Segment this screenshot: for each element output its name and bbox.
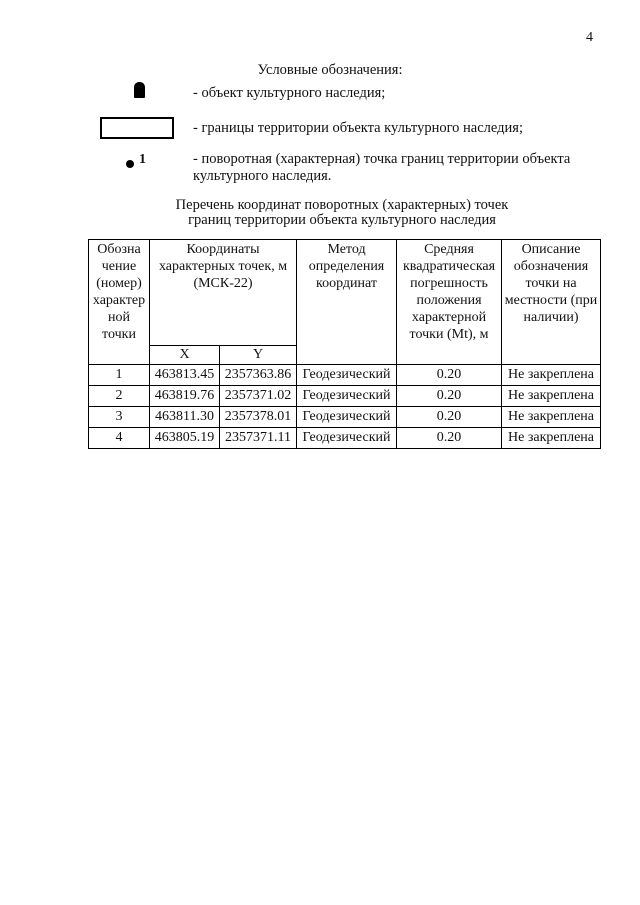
list-title-line-1: Перечень координат поворотных (характерных) точек: [175, 197, 509, 213]
cell-y: 2357371.02: [220, 386, 297, 407]
point-symbol-label: 1: [139, 152, 146, 167]
cell-y: 2357378.01: [220, 407, 297, 428]
header-description: Описание обозначения точки на местности (при наличии): [502, 240, 601, 365]
cell-point: 2: [89, 386, 150, 407]
cell-x: 463805.19: [150, 428, 220, 449]
cell-description: Не закреплена: [502, 428, 601, 449]
rectangle-outline-icon: [100, 117, 174, 139]
cell-x: 463813.45: [150, 365, 220, 386]
cell-description: Не закреплена: [502, 365, 601, 386]
header-accuracy: Средняя квадратическая погрешность положения характерной точки (Mt), м: [397, 240, 502, 365]
cell-description: Не закреплена: [502, 386, 601, 407]
cell-y: 2357363.86: [220, 365, 297, 386]
coordinates-table: [88, 239, 601, 449]
cell-accuracy: 0.20: [397, 428, 502, 449]
cell-accuracy: 0.20: [397, 365, 502, 386]
table-row: [89, 365, 601, 386]
cell-point: 3: [89, 407, 150, 428]
cell-method: Геодезический: [297, 386, 397, 407]
cell-method: Геодезический: [297, 365, 397, 386]
cell-x: 463819.76: [150, 386, 220, 407]
cell-point: 1: [89, 365, 150, 386]
table-row: [89, 428, 601, 449]
header-y: Y: [220, 346, 297, 365]
cell-point: 4: [89, 428, 150, 449]
header-coordinates: Координаты характерных точек, м (МСК-22): [150, 240, 297, 346]
legend-text-object: - объект культурного наследия;: [193, 85, 386, 101]
cell-method: Геодезический: [297, 428, 397, 449]
legend-text-point: - поворотная (характерная) точка границ территории объекта культурного наследия.: [193, 151, 571, 184]
cell-description: Не закреплена: [502, 407, 601, 428]
cell-accuracy: 0.20: [397, 407, 502, 428]
legend-text-boundary: - границы территории объекта культурного наследия;: [193, 120, 523, 136]
header-method: Метод определения координат: [297, 240, 397, 365]
cell-x: 463811.30: [150, 407, 220, 428]
legend-title: Условные обозначения:: [257, 62, 403, 78]
cell-method: Геодезический: [297, 407, 397, 428]
table-row: [89, 407, 601, 428]
table-row: [89, 386, 601, 407]
header-x: X: [150, 346, 220, 365]
list-title-line-2: границ территории объекта культурного наследия: [188, 212, 496, 228]
coordinates-list-title: [0, 198, 640, 228]
filled-dot-icon: [126, 160, 134, 168]
page-number: 4: [586, 30, 593, 45]
header-designation: Обозна чение (номер) характер ной точки: [89, 240, 150, 365]
filled-marker-icon: [134, 82, 145, 98]
cell-accuracy: 0.20: [397, 386, 502, 407]
cell-y: 2357371.11: [220, 428, 297, 449]
